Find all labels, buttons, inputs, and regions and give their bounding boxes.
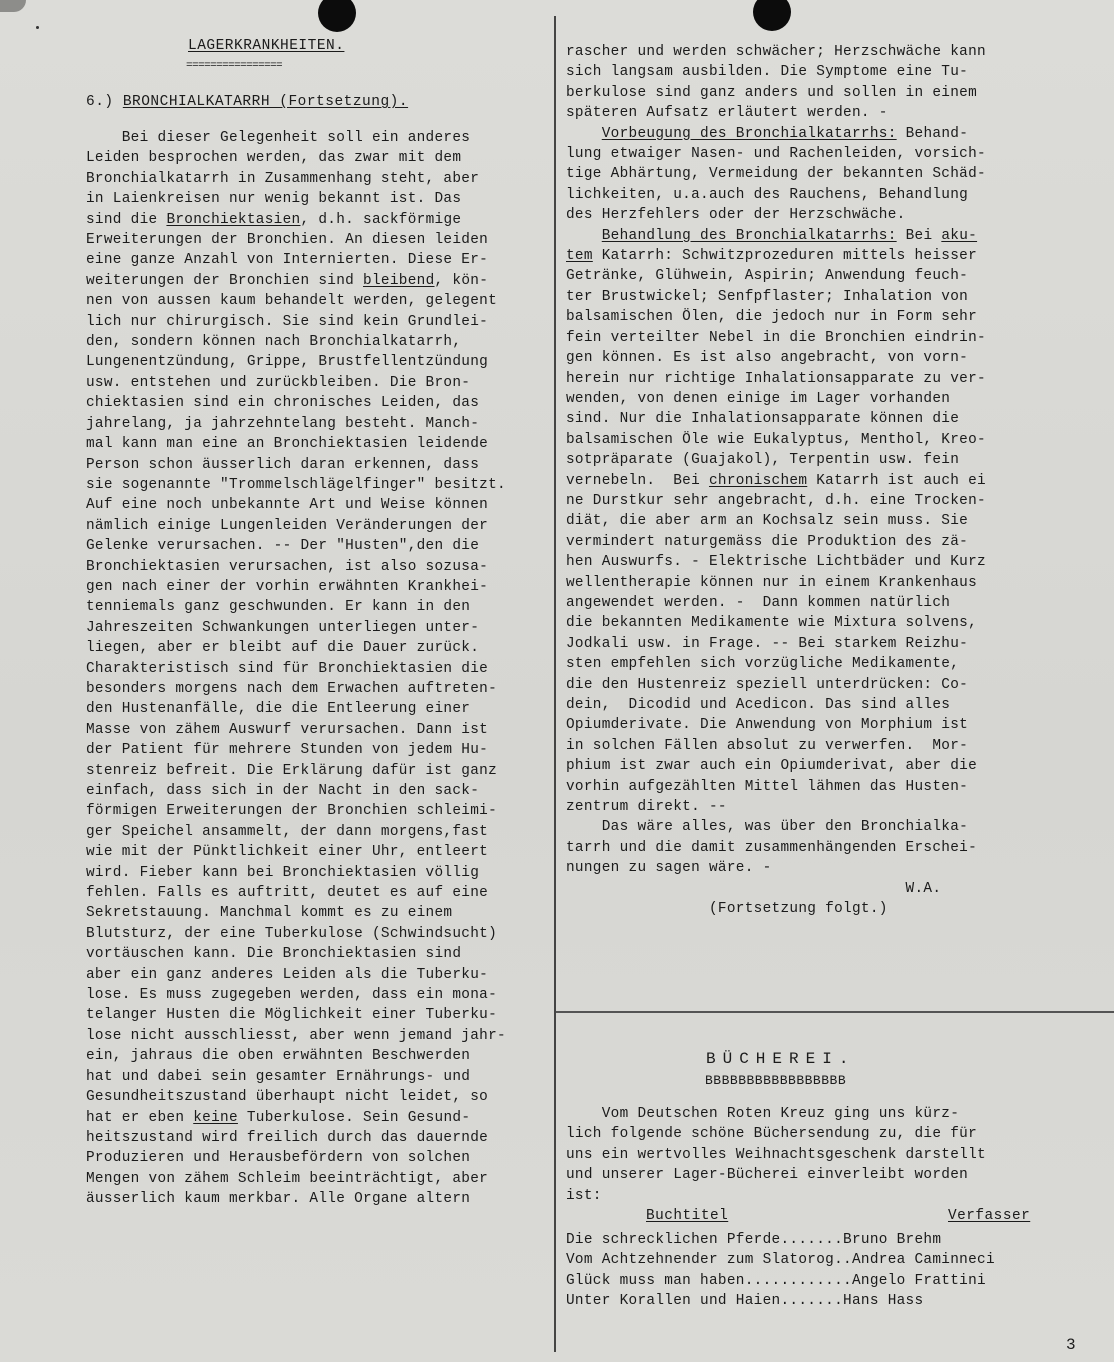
text-line bbox=[566, 736, 1112, 756]
text-segment: nämlich einige Lungenleiden Veränderungen der bbox=[86, 517, 489, 534]
text-line bbox=[86, 1128, 554, 1148]
text-segment: wie mit der Pünktlichkeit einer Uhr, entleert bbox=[86, 844, 489, 861]
text-segment: die den Hustenreiz speziell unterdrücken: Co- bbox=[566, 676, 969, 693]
text-line bbox=[566, 124, 1112, 144]
right-column-text bbox=[566, 42, 1112, 919]
text-segment: , kön- bbox=[434, 272, 489, 289]
text-line bbox=[566, 511, 1112, 531]
text-line bbox=[86, 1026, 554, 1046]
text-segment: Vom Deutschen Roten Kreuz ging uns kürz- bbox=[566, 1106, 960, 1122]
punch-hole-right bbox=[753, 0, 791, 31]
text-line bbox=[86, 271, 554, 291]
underlined-text: keine bbox=[193, 1109, 238, 1126]
text-segment: besonders morgens nach dem Erwachen auftreten- bbox=[86, 680, 498, 697]
text-segment: tarrh und die damit zusammenhängenden Erschei- bbox=[566, 839, 978, 856]
text-line bbox=[86, 883, 554, 903]
text-segment: Opiumderivate. Die Anwendung von Morphium ist bbox=[566, 717, 969, 734]
text-line bbox=[566, 328, 1112, 348]
text-segment: rascher und werden schwächer; Herzschwäche kann bbox=[566, 44, 986, 60]
text-segment: phium ist zwar auch ein Opiumderivat, aber die bbox=[566, 758, 978, 775]
punch-hole-left bbox=[318, 0, 356, 32]
book-title-header: Buchtitel bbox=[646, 1208, 729, 1224]
text-line bbox=[86, 699, 554, 719]
text-segment: Tuberkulose. Sein Gesund- bbox=[237, 1109, 471, 1126]
text-segment: Blutsturz, der eine Tuberkulose (Schwindsucht) bbox=[86, 925, 498, 942]
text-line bbox=[86, 393, 554, 413]
text-segment: Mengen von zähem Schleim beeinträchtigt, aber bbox=[86, 1170, 489, 1187]
text-segment: fehlen. Falls es auftritt, deutet es auf eine bbox=[86, 885, 489, 902]
text-line bbox=[86, 638, 554, 658]
text-line bbox=[86, 761, 554, 781]
text-segment: Jahreszeiten Schwankungen unterliegen unter- bbox=[86, 619, 480, 636]
text-segment: chiektasien sind ein chronisches Leiden, das bbox=[86, 395, 480, 412]
text-segment: Auf eine noch unbekannte Art und Weise können bbox=[86, 497, 489, 514]
text-segment: gen nach einer der vorhin erwähnten Krankhei- bbox=[86, 578, 489, 595]
text-line bbox=[86, 536, 554, 556]
text-line bbox=[86, 291, 554, 311]
text-segment: lichkeiten, u.a.auch des Rauchens, Behandlung bbox=[566, 186, 969, 203]
text-segment: mal kann man eine an Bronchiektasien leidende bbox=[86, 436, 489, 453]
text-segment: usw. entstehen und zurückbleiben. Die Bron- bbox=[86, 374, 471, 391]
text-line bbox=[86, 842, 554, 862]
text-line bbox=[566, 593, 1112, 613]
text-segment: Behand- bbox=[896, 125, 969, 142]
text-segment bbox=[566, 228, 602, 244]
text-segment: lung etwaiger Nasen- und Rachenleiden, vorsich- bbox=[566, 146, 986, 163]
text-line bbox=[566, 1165, 1112, 1185]
article-title: LAGERKRANKHEITEN. bbox=[188, 38, 345, 54]
text-segment bbox=[566, 126, 602, 142]
book-author-header: Verfasser bbox=[948, 1208, 1031, 1224]
text-segment: ein, jahraus die oben erwähnten Beschwerden bbox=[86, 1048, 471, 1065]
text-line bbox=[566, 634, 1112, 654]
text-segment: späteren Aufsatz erläutert werden. - bbox=[566, 105, 888, 122]
text-segment: hen Auswurfs. - Elektrische Lichtbäder und Kurz bbox=[566, 554, 986, 571]
text-segment: Bei bbox=[896, 227, 942, 244]
text-segment: herein nur richtige Inhalationsapparate zu ver- bbox=[566, 370, 986, 387]
text-segment: in solchen Fällen absolut zu verwerfen. Mor- bbox=[566, 737, 969, 754]
text-segment: in Laienkreisen nur wenig bekannt ist. Das bbox=[86, 191, 462, 208]
text-line bbox=[86, 434, 554, 454]
library-heading: BÜCHEREI. bbox=[706, 1050, 856, 1068]
text-segment: Charakteristisch sind für Bronchiektasien die bbox=[86, 660, 489, 677]
text-line bbox=[86, 1087, 554, 1107]
text-line bbox=[86, 740, 554, 760]
text-line bbox=[566, 858, 1112, 878]
text-line bbox=[566, 430, 1112, 450]
text-line bbox=[566, 817, 1112, 837]
text-line bbox=[566, 654, 1112, 674]
left-column-text bbox=[86, 128, 554, 1210]
underlined-text: tem bbox=[566, 248, 593, 265]
text-line bbox=[566, 164, 1112, 184]
text-segment: hat er eben bbox=[86, 1109, 194, 1126]
text-segment: Getränke, Glühwein, Aspirin; Anwendung feuch- bbox=[566, 268, 969, 285]
text-line bbox=[86, 169, 554, 189]
text-line bbox=[566, 1186, 1112, 1206]
text-line bbox=[566, 348, 1112, 368]
text-line bbox=[566, 144, 1112, 164]
text-segment: nungen zu sagen wäre. - bbox=[566, 860, 772, 877]
text-segment: Bei dieser Gelegenheit soll ein anderes bbox=[86, 130, 471, 146]
text-segment: Katarrh ist auch ei bbox=[807, 472, 986, 489]
text-line bbox=[86, 1005, 554, 1025]
text-line bbox=[86, 1108, 554, 1128]
text-segment: jahrelang, ja jahrzehntelang besteht. Manch- bbox=[86, 415, 480, 432]
text-segment: telanger Husten die Möglichkeit einer Tuberku- bbox=[86, 1007, 498, 1024]
text-segment: Sekretstauung. Manchmal kommt es zu einem bbox=[86, 905, 453, 922]
text-line bbox=[86, 863, 554, 883]
text-line bbox=[86, 148, 554, 168]
text-line bbox=[566, 307, 1112, 327]
text-segment: einfach, dass sich in der Nacht in den sack- bbox=[86, 783, 480, 799]
underlined-text: bleibend bbox=[363, 272, 435, 289]
text-segment: förmigen Erweiterungen der Bronchien schleimi- bbox=[86, 803, 498, 820]
text-line bbox=[566, 103, 1112, 123]
text-segment: tenniemals ganz geschwunden. Er kann in den bbox=[86, 599, 471, 616]
corner-stain bbox=[0, 0, 26, 12]
text-line bbox=[86, 189, 554, 209]
text-line bbox=[86, 659, 554, 679]
text-line bbox=[566, 185, 1112, 205]
text-line bbox=[566, 675, 1112, 695]
text-line bbox=[566, 838, 1112, 858]
library-heading-rule: BBBBBBBBBBBBBBBBB bbox=[705, 1073, 847, 1088]
text-line bbox=[86, 332, 554, 352]
text-line bbox=[86, 1067, 554, 1087]
text-line bbox=[86, 414, 554, 434]
text-line bbox=[86, 230, 554, 250]
text-line bbox=[86, 557, 554, 577]
text-segment: W.A. bbox=[566, 880, 942, 897]
text-segment: Produzieren und Herausbefördern von solchen bbox=[86, 1150, 471, 1167]
text-segment: vorhin aufgezählten Mittel lähmen das Husten- bbox=[566, 778, 969, 795]
text-segment: balsamischen Öle wie Eukalyptus, Menthol, Kreo- bbox=[566, 431, 986, 448]
underlined-text: aku- bbox=[941, 227, 978, 244]
text-segment: Die schrecklichen Pferde.......Bruno Brehm bbox=[566, 1232, 942, 1248]
text-segment: sind die bbox=[86, 211, 167, 228]
text-segment: des Herzfehlers oder der Herzschwäche. bbox=[566, 207, 906, 224]
text-segment: und unserer Lager-Bücherei einverleibt worden bbox=[566, 1167, 969, 1184]
text-segment: berkulose sind ganz anders und sollen in einem bbox=[566, 84, 978, 101]
text-line bbox=[566, 1145, 1112, 1165]
text-line bbox=[566, 62, 1112, 82]
text-line bbox=[86, 781, 554, 801]
text-segment: Bronchialkatarrh in Zusammenhang steht, aber bbox=[86, 170, 480, 187]
text-line bbox=[566, 226, 1112, 246]
text-segment: Leiden besprochen werden, das zwar mit dem bbox=[86, 150, 462, 167]
text-line bbox=[566, 205, 1112, 225]
text-line bbox=[566, 471, 1112, 491]
text-line bbox=[566, 777, 1112, 797]
text-segment: aber ein ganz anderes Leiden als die Tuberku- bbox=[86, 966, 489, 983]
text-segment: Katarrh: Schwitzprozeduren mittels heisser bbox=[592, 248, 978, 265]
text-segment: nen von aussen kaum behandelt werden, gelegent bbox=[86, 293, 498, 310]
text-line bbox=[566, 899, 1112, 919]
text-line bbox=[566, 389, 1112, 409]
text-line bbox=[566, 613, 1112, 633]
text-line bbox=[566, 879, 1112, 899]
text-line bbox=[566, 287, 1112, 307]
text-line bbox=[86, 516, 554, 536]
text-segment: fein verteilter Nebel in die Bronchien eindrin- bbox=[566, 329, 986, 346]
text-segment: stenreiz befreit. Die Erklärung dafür ist ganz bbox=[86, 762, 498, 779]
text-line bbox=[86, 352, 554, 372]
text-line bbox=[566, 246, 1112, 266]
text-line bbox=[86, 577, 554, 597]
subtitle-number: 6.) bbox=[86, 94, 123, 110]
page-number: 3 bbox=[1066, 1336, 1076, 1354]
text-segment: angewendet werden. - Dann kommen natürlich bbox=[566, 594, 951, 611]
text-line bbox=[566, 797, 1112, 817]
title-rule: ================ bbox=[186, 60, 283, 72]
text-line bbox=[566, 450, 1112, 470]
underlined-text: Bronchiektasien bbox=[166, 211, 301, 228]
text-line bbox=[86, 618, 554, 638]
text-line bbox=[566, 715, 1112, 735]
text-line bbox=[86, 597, 554, 617]
library-intro bbox=[566, 1104, 1112, 1206]
text-segment: den Hustenanfälle, die die Entleerung einer bbox=[86, 701, 471, 718]
text-segment: hat und dabei sein gesamter Ernährungs- und bbox=[86, 1068, 471, 1085]
book-list bbox=[566, 1230, 1112, 1312]
text-segment: sie sogenannte "Trommelschlägelfinger" besitzt. bbox=[86, 476, 506, 493]
text-line bbox=[86, 924, 554, 944]
text-segment: den, sondern können nach Bronchialkatarrh, bbox=[86, 334, 462, 351]
text-line bbox=[86, 985, 554, 1005]
text-line bbox=[566, 1104, 1112, 1124]
text-segment: ger Speichel ansammelt, der dann morgens,fast bbox=[86, 823, 489, 840]
column-divider bbox=[554, 16, 556, 1352]
text-line bbox=[566, 491, 1112, 511]
text-segment: dein, Dicodid und Acedicon. Das sind alles bbox=[566, 697, 951, 713]
text-segment: lich folgende schöne Büchersendung zu, die für bbox=[566, 1126, 978, 1143]
text-segment: zentrum direkt. -- bbox=[566, 799, 727, 816]
text-segment: ne Durstkur sehr angebracht, d.h. eine Trocken- bbox=[566, 492, 986, 509]
text-line bbox=[86, 495, 554, 515]
text-line bbox=[86, 1189, 554, 1209]
text-segment: Glück muss man haben............Angelo Frattini bbox=[566, 1272, 986, 1289]
text-line bbox=[566, 266, 1112, 286]
text-segment: (Fortsetzung folgt.) bbox=[566, 901, 888, 918]
text-line bbox=[566, 1230, 1112, 1250]
article-subtitle bbox=[86, 94, 408, 110]
text-segment: Bronchiektasien verursachen, ist also sozusa- bbox=[86, 558, 489, 575]
text-line bbox=[566, 409, 1112, 429]
text-line bbox=[86, 801, 554, 821]
text-segment: sten empfehlen sich vorzügliche Medikamente, bbox=[566, 656, 960, 673]
text-segment: sich langsam ausbilden. Die Symptome eine Tu- bbox=[566, 64, 969, 81]
text-segment: lich nur chirurgisch. Sie sind kein Grundlei- bbox=[86, 313, 489, 330]
text-segment: lose. Es muss zugegeben werden, dass ein mona- bbox=[86, 987, 498, 1004]
text-segment: Jodkali usw. in Frage. -- Bei starkem Reizhu- bbox=[566, 635, 969, 652]
text-segment: die bekannten Medikamente wie Mixtura solvens, bbox=[566, 615, 978, 632]
text-line bbox=[86, 903, 554, 923]
text-segment: vermindert naturgemäss die Produktion des zä- bbox=[566, 533, 969, 550]
text-segment: der Patient für mehrere Stunden von jedem Hu- bbox=[86, 742, 489, 759]
text-line bbox=[86, 679, 554, 699]
text-segment: vortäuschen kann. Die Bronchiektasien sind bbox=[86, 946, 462, 963]
text-line bbox=[566, 1124, 1112, 1144]
text-line bbox=[86, 210, 554, 230]
text-segment: gen können. Es ist also angebracht, von vorn- bbox=[566, 350, 969, 367]
text-segment: Gesundheitszustand überhaupt nicht leidet, so bbox=[86, 1089, 489, 1106]
text-segment: sotpräparate (Guajakol), Terpentin usw. fein bbox=[566, 452, 960, 469]
text-line bbox=[566, 42, 1112, 62]
text-line bbox=[566, 756, 1112, 776]
text-segment: ist: bbox=[566, 1187, 602, 1204]
text-segment: wenden, von denen einige im Lager vorhanden bbox=[566, 390, 951, 407]
text-segment: wird. Fieber kann bei Bronchiektasien völlig bbox=[86, 864, 480, 881]
subtitle-text: BRONCHIALKATARRH (Fortsetzung). bbox=[122, 94, 409, 110]
text-segment: ter Brustwickel; Senfpflaster; Inhalation von bbox=[566, 288, 969, 305]
text-segment: Erweiterungen der Bronchien. An diesen leiden bbox=[86, 232, 489, 249]
text-line bbox=[566, 1250, 1112, 1270]
text-line bbox=[86, 373, 554, 393]
text-segment: Unter Korallen und Haien.......Hans Hass bbox=[566, 1293, 924, 1310]
text-segment: heitszustand wird freilich durch das dauernde bbox=[86, 1129, 489, 1146]
text-line bbox=[86, 720, 554, 740]
text-segment: wellentherapie können nur in einem Krankenhaus bbox=[566, 574, 978, 591]
text-segment: liegen, aber er bleibt auf die Dauer zurück. bbox=[86, 640, 480, 657]
text-line bbox=[86, 455, 554, 475]
text-line bbox=[86, 822, 554, 842]
ink-speck bbox=[36, 26, 39, 29]
text-line bbox=[86, 965, 554, 985]
text-segment: uns ein wertvolles Weihnachtsgeschenk darstellt bbox=[566, 1146, 986, 1163]
text-segment: tige Abhärtung, Vermeidung der bekannten Schäd- bbox=[566, 166, 986, 183]
text-line bbox=[566, 695, 1112, 715]
text-segment: Lungenentzündung, Grippe, Brustfellentzündung bbox=[86, 354, 489, 371]
text-segment: diät, die aber arm an Kochsalz sein muss. Sie bbox=[566, 513, 969, 530]
section-divider bbox=[556, 1011, 1114, 1013]
underlined-text: chronischem bbox=[708, 472, 808, 489]
text-segment: äusserlich kaum merkbar. Alle Organe altern bbox=[86, 1191, 471, 1208]
text-segment: Gelenke verursachen. -- Der "Husten",den die bbox=[86, 538, 480, 555]
text-line bbox=[86, 475, 554, 495]
text-segment: eine ganze Anzahl von Internierten. Diese Er- bbox=[86, 252, 489, 269]
text-segment: Das wäre alles, was über den Bronchialka- bbox=[566, 819, 969, 836]
text-segment: Vom Achtzehnender zum Slatorog..Andrea Caminneci bbox=[566, 1252, 995, 1269]
text-segment: lose nicht ausschliesst, aber wenn jemand jahr- bbox=[86, 1027, 506, 1044]
text-segment: weiterungen der Bronchien sind bbox=[86, 272, 364, 289]
text-segment: balsamischen Ölen, die jedoch nur in Form sehr bbox=[566, 309, 978, 326]
text-line bbox=[86, 250, 554, 270]
text-segment: Person schon äusserlich daran erkennen, dass bbox=[86, 456, 480, 473]
underlined-text: Vorbeugung des Bronchialkatarrhs: bbox=[601, 125, 897, 142]
text-line bbox=[86, 1148, 554, 1168]
text-line bbox=[566, 573, 1112, 593]
text-line bbox=[566, 1291, 1112, 1311]
text-segment: sind. Nur die Inhalationsapparate können die bbox=[566, 411, 960, 428]
text-line bbox=[566, 532, 1112, 552]
text-line bbox=[86, 944, 554, 964]
text-line bbox=[566, 83, 1112, 103]
text-segment: Masse von zähem Auswurf verursachen. Dann ist bbox=[86, 721, 489, 738]
text-segment: , d.h. sackförmige bbox=[300, 211, 462, 228]
text-line bbox=[86, 1046, 554, 1066]
underlined-text: Behandlung des Bronchialkatarrhs: bbox=[601, 227, 897, 244]
text-line bbox=[566, 369, 1112, 389]
text-segment: vernebeln. Bei bbox=[566, 472, 709, 489]
text-line bbox=[86, 1169, 554, 1189]
text-line bbox=[566, 1271, 1112, 1291]
text-line bbox=[566, 552, 1112, 572]
text-line bbox=[86, 128, 554, 148]
text-line bbox=[86, 312, 554, 332]
